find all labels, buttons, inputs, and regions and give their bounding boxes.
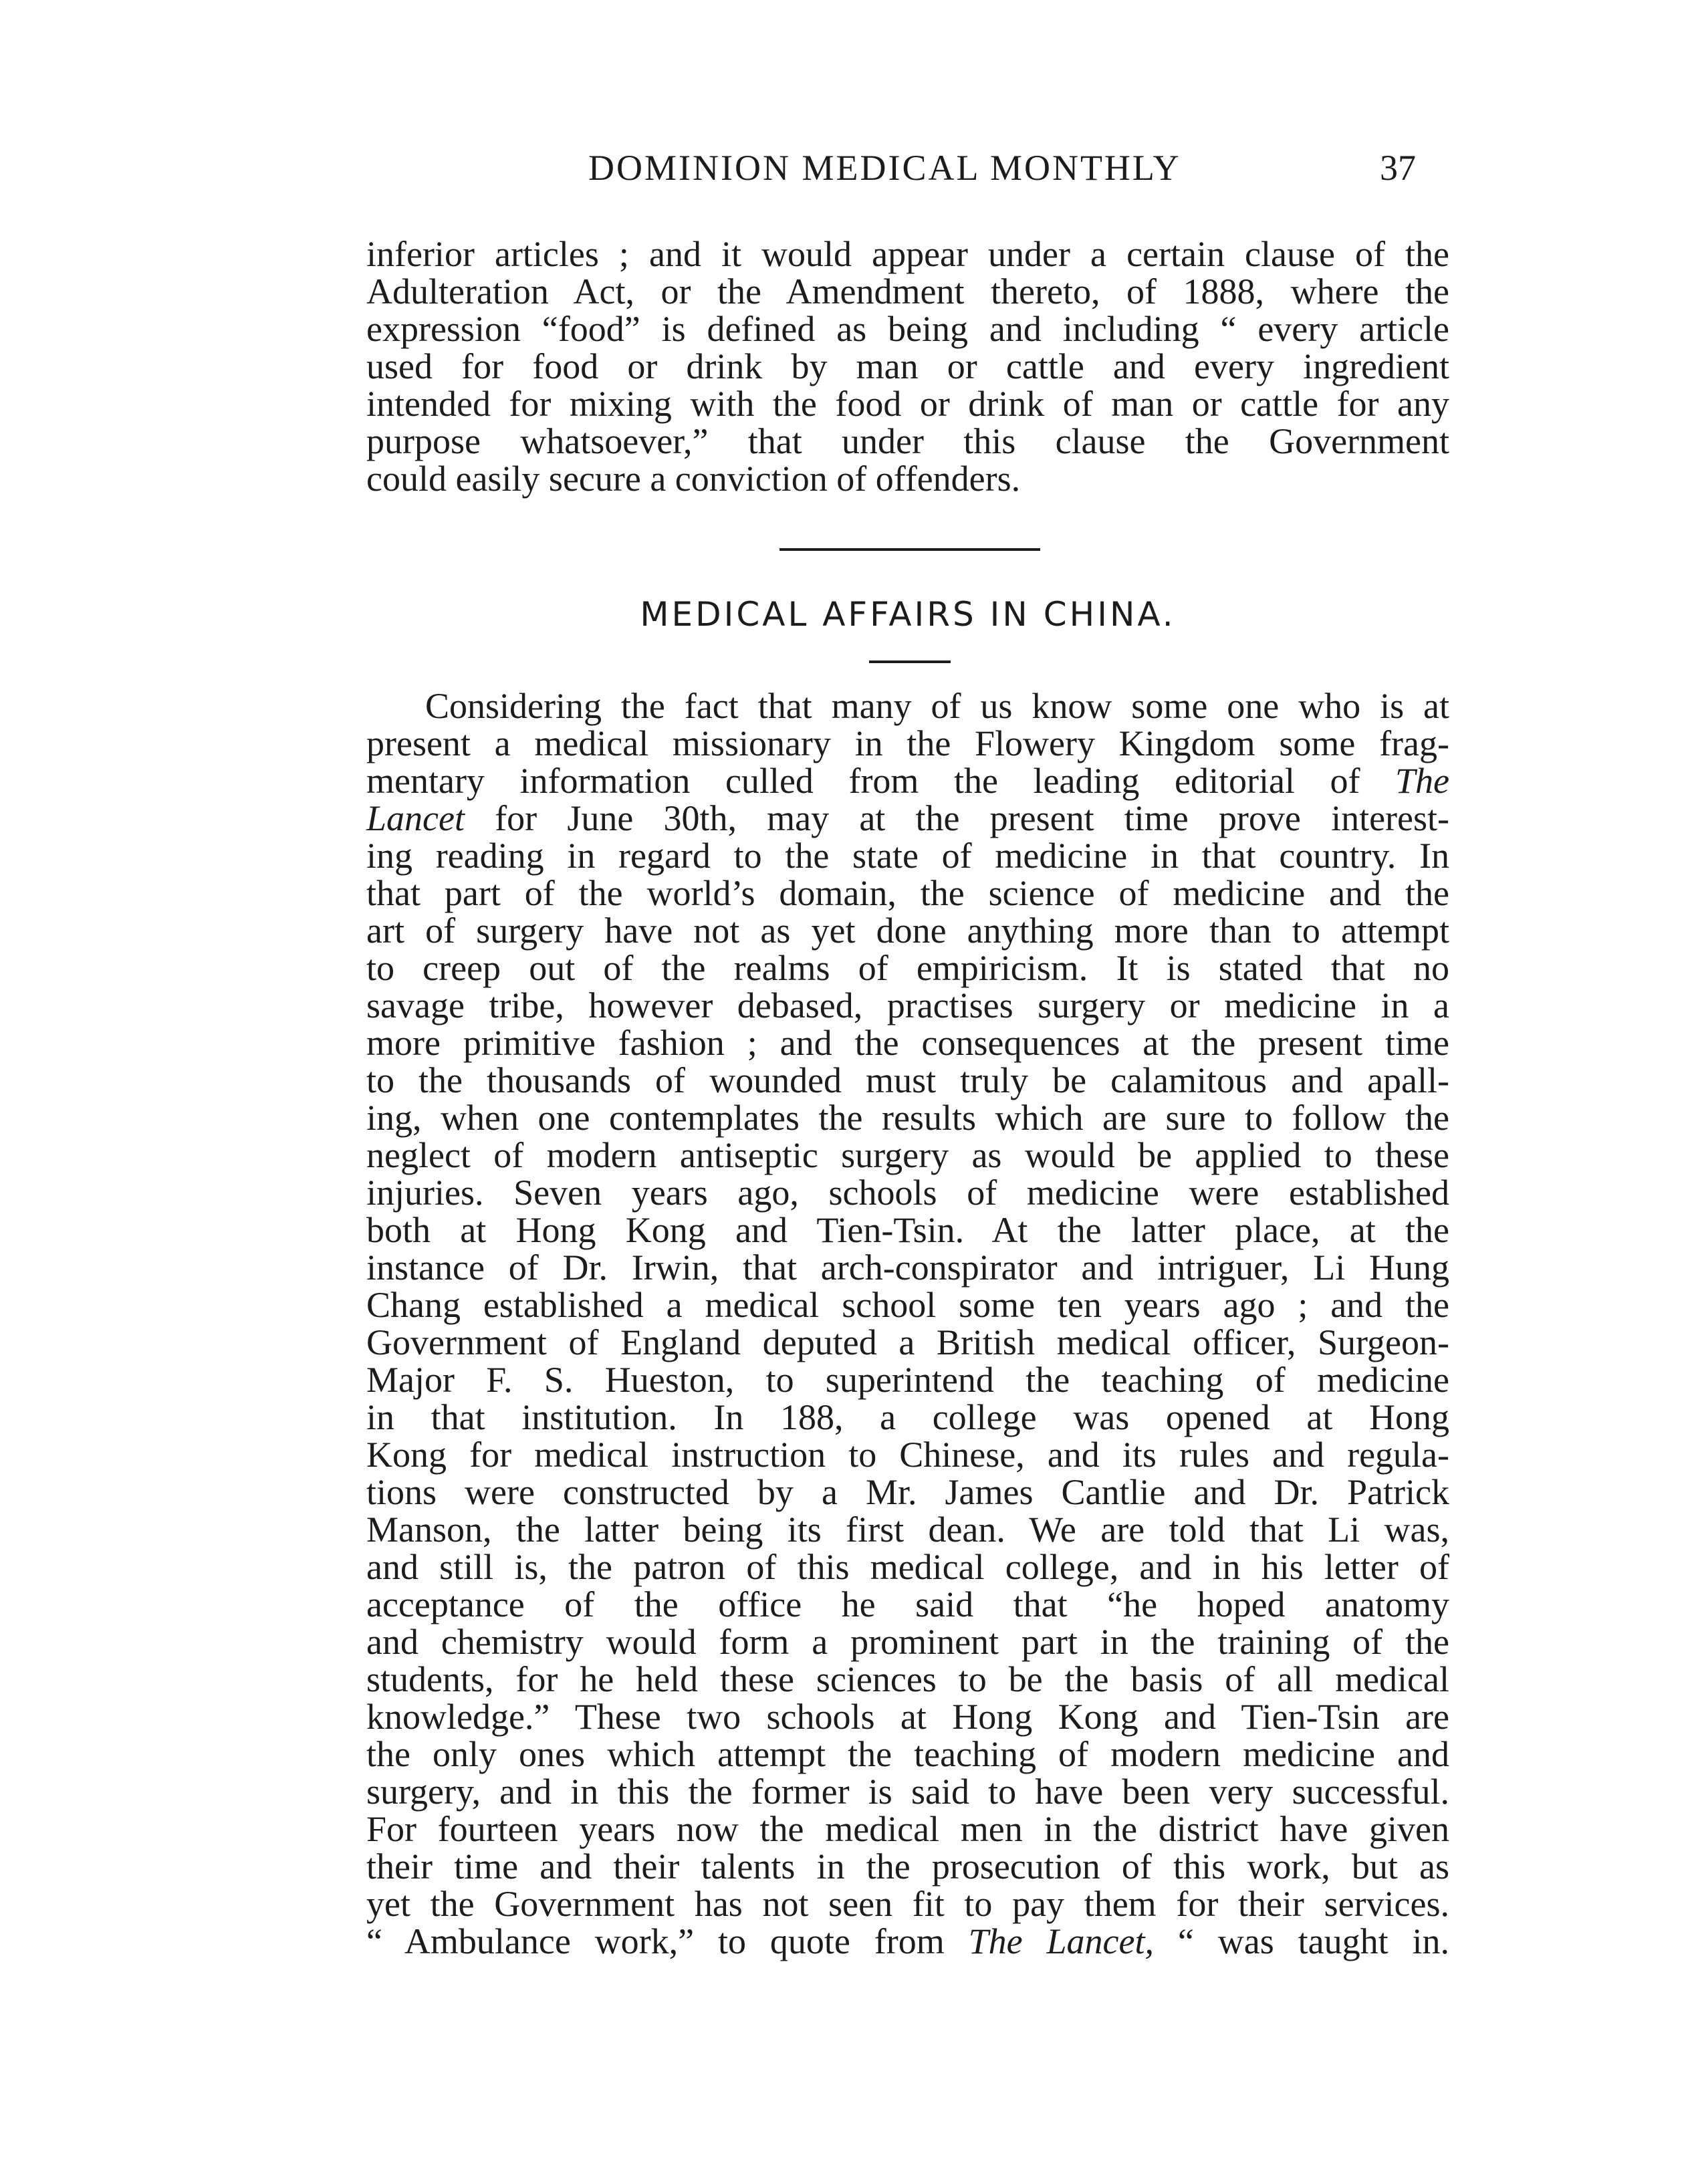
journal-name-italic: The Lancet, — [968, 1921, 1154, 1961]
text-line: intended for mixing with the food or drink of man or cattle for any — [366, 384, 1449, 424]
intro-paragraph — [366, 235, 1449, 497]
text-line: more primitive fashion ; and the consequences at the present time — [366, 1023, 1449, 1063]
article-title: MEDICAL AFFAIRS IN CHINA. — [640, 595, 1176, 634]
text-line: purpose whatsoever,” that under this clause the Government — [366, 421, 1449, 461]
text-segment: “ was taught in. — [1177, 1921, 1449, 1961]
text-line: Major F. S. Hueston, to superintend the teaching of medicine — [366, 1360, 1449, 1400]
text-line: yet the Government has not seen fit to pay them for their services. — [366, 1884, 1449, 1924]
title-underline-rule — [869, 660, 951, 663]
text-line: and chemistry would form a prominent part in the training of the — [366, 1622, 1449, 1662]
text-line: present a medical missionary in the Flowery Kingdom some frag- — [366, 723, 1449, 763]
text-line: surgery, and in this the former is said to have been very successful. — [366, 1772, 1449, 1812]
text-line: Chang established a medical school some ten years ago ; and the — [366, 1285, 1449, 1325]
text-line: Considering the fact that many of us know some one who is at — [425, 686, 1449, 726]
text-line: inferior articles ; and it would appear under a certain clause of the — [366, 234, 1449, 274]
text-line: Government of England deputed a British medical officer, Surgeon- — [366, 1322, 1449, 1362]
journal-name-italic: Lancet — [366, 798, 465, 838]
text-line — [366, 800, 1449, 837]
text-line: to creep out of the realms of empiricism. It is stated that no — [366, 948, 1449, 988]
text-line: and still is, the patron of this medical college, and in his letter of — [366, 1547, 1449, 1587]
text-line: expression “food” is defined as being and including “ every article — [366, 309, 1449, 349]
text-segment: mentary information culled from the leading editorial of — [366, 761, 1360, 801]
text-segment: “ Ambulance work,” to quote from — [366, 1921, 945, 1961]
text-line: ing, when one contemplates the results which are sure to follow the — [366, 1098, 1449, 1138]
text-line: instance of Dr. Irwin, that arch-conspirator and intriguer, Li Hung — [366, 1247, 1449, 1288]
journal-name-italic: The — [1395, 761, 1450, 801]
text-line: their time and their talents in the prosecution of this work, but as — [366, 1846, 1449, 1887]
text-line: the only ones which attempt the teaching of modern medicine and — [366, 1734, 1449, 1774]
text-line: in that institution. In 188, a college was opened at Hong — [366, 1397, 1449, 1437]
text-line: neglect of modern antiseptic surgery as would be applied to these — [366, 1135, 1449, 1175]
text-line — [366, 1923, 1449, 1960]
text-line: For fourteen years now the medical men in the district have given — [366, 1809, 1449, 1849]
text-line: used for food or drink by man or cattle and every ingredient — [366, 346, 1449, 386]
text-line: art of surgery have not as yet done anything more than to attempt — [366, 911, 1449, 951]
text-line: that part of the world’s domain, the science of medicine and the — [366, 873, 1449, 913]
text-line: injuries. Seven years ago, schools of medicine were established — [366, 1173, 1449, 1213]
text-line: Kong for medical instruction to Chinese, and its rules and regula- — [366, 1435, 1449, 1475]
text-segment: for June 30th, may at the present time prove interest- — [495, 798, 1449, 838]
text-line: knowledge.” These two schools at Hong Kong and Tien-Tsin are — [366, 1697, 1449, 1737]
text-line: both at Hong Kong and Tien-Tsin. At the latter place, at the — [366, 1210, 1449, 1250]
article-body — [366, 687, 1449, 1960]
text-line: ing reading in regard to the state of medicine in that country. In — [366, 836, 1449, 876]
running-head: DOMINION MEDICAL MONTHLY — [588, 148, 1181, 188]
text-line: Manson, the latter being its first dean. We are told that Li was, — [366, 1509, 1449, 1550]
text-line: to the thousands of wounded must truly be calamitous and apall- — [366, 1060, 1449, 1100]
text-line: could easily secure a conviction of offenders. — [366, 459, 1021, 499]
section-divider-rule — [779, 548, 1040, 551]
text-line: tions were constructed by a Mr. James Cantlie and Dr. Patrick — [366, 1472, 1449, 1512]
text-line: savage tribe, however debased, practises surgery or medicine in a — [366, 985, 1449, 1025]
page-number: 37 — [1380, 148, 1416, 188]
text-line: acceptance of the office he said that “he hoped anatomy — [366, 1584, 1449, 1624]
text-line — [366, 762, 1449, 800]
text-line: students, for he held these sciences to be the basis of all medical — [366, 1659, 1449, 1699]
text-line: Adulteration Act, or the Amendment thereto, of 1888, where the — [366, 271, 1449, 312]
